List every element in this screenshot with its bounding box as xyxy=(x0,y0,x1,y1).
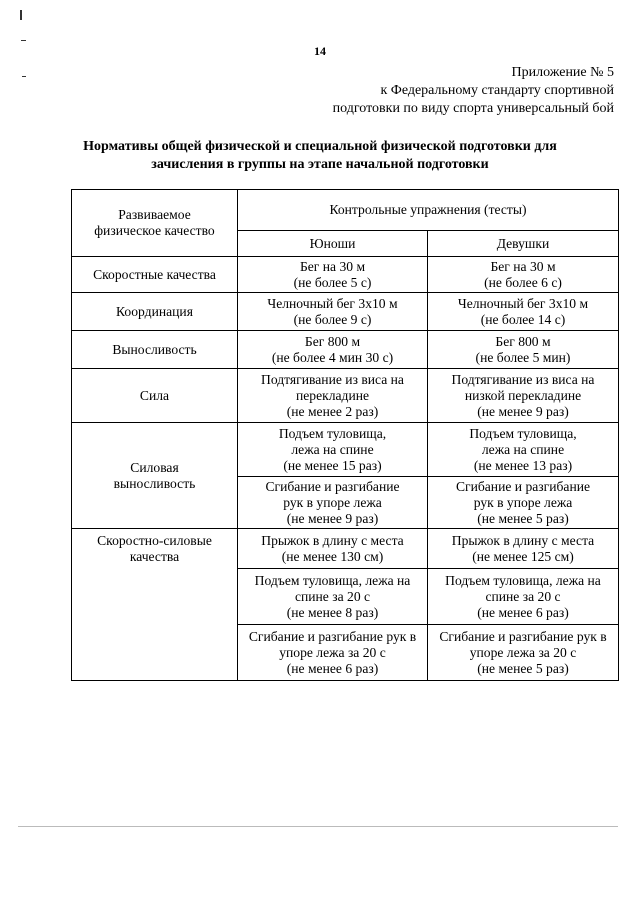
cell-line: (не более 6 с) xyxy=(484,274,562,290)
girls-test-cell xyxy=(428,257,619,293)
cell-line: Сила xyxy=(139,387,170,403)
scan-mark xyxy=(22,76,26,77)
scan-mark xyxy=(21,40,26,41)
cell-line: спине за 20 с xyxy=(294,588,371,604)
appendix-line: подготовки по виду спорта универсальный бой xyxy=(332,101,614,116)
cell-line: Координация xyxy=(116,303,193,319)
boys-test-cell xyxy=(238,293,428,331)
boys-test-cell xyxy=(238,477,428,529)
cell-line: (не менее 2 раз) xyxy=(286,403,379,419)
cell-line: Выносливость xyxy=(112,341,197,357)
title-line: Нормативы общей физической и специальной физической подготовки для xyxy=(83,139,557,154)
boys-test-cell xyxy=(238,331,428,369)
cell-line: (не более 4 мин 30 с) xyxy=(271,349,394,365)
cell-line: (не менее 5 раз) xyxy=(477,660,569,676)
document-title xyxy=(40,138,600,174)
boys-test-cell xyxy=(238,625,428,681)
cell-line: (не менее 13 раз) xyxy=(473,457,573,473)
quality-cell xyxy=(72,423,238,529)
cell-line: (не менее 9 раз) xyxy=(477,403,569,419)
table-row xyxy=(72,369,619,423)
cell-line: (не более 14 с) xyxy=(480,311,566,327)
cell-line: спине за 20 с xyxy=(485,588,561,604)
cell-line: (не менее 125 см) xyxy=(472,548,574,564)
cell-line: Скоростно-силовые xyxy=(97,533,212,548)
title-line: зачисления в группы на этапе начальной подготовки xyxy=(151,157,489,172)
norms-table xyxy=(71,189,619,681)
page-number: 14 xyxy=(314,44,326,58)
cell-line: Челночный бег 3х10 м xyxy=(457,295,589,311)
cell-line: Подтягивание из виса на xyxy=(261,371,404,387)
cell-line: упоре лежа за 20 с xyxy=(469,644,577,660)
cell-line: (не менее 8 раз) xyxy=(286,604,379,620)
cell-line: (не менее 9 раз) xyxy=(286,510,379,526)
table-body xyxy=(72,257,619,681)
girls-test-cell xyxy=(428,569,619,625)
table-row xyxy=(72,529,619,569)
cell-line: (не более 9 с) xyxy=(293,311,372,327)
cell-line: (не менее 5 раз) xyxy=(477,510,569,526)
cell-line: Бег на 30 м xyxy=(490,258,556,274)
girls-test-cell xyxy=(428,529,619,569)
header-tests: Контрольные упражнения (тесты) xyxy=(238,190,619,231)
bottom-rule xyxy=(18,826,618,827)
cell-line: (не менее 6 раз) xyxy=(477,604,569,620)
cell-line: (не менее 15 раз) xyxy=(283,457,382,473)
cell-line: Сгибание и разгибание рук в xyxy=(248,628,417,644)
cell-line: упоре лежа за 20 с xyxy=(279,644,386,660)
cell-line: Подъем туловища, xyxy=(469,425,577,441)
girls-test-cell xyxy=(428,369,619,423)
quality-cell xyxy=(72,257,238,293)
cell-line: качества xyxy=(129,549,180,564)
cell-line: Подъем туловища, лежа на xyxy=(254,572,411,588)
cell-line: Сгибание и разгибание рук в xyxy=(439,628,607,644)
quality-cell xyxy=(72,293,238,331)
table-row xyxy=(72,293,619,331)
cell-line: Челночный бег 3х10 м xyxy=(267,295,398,311)
quality-cell xyxy=(72,369,238,423)
girls-test-cell xyxy=(428,477,619,529)
cell-line: лежа на спине xyxy=(291,441,374,457)
cell-line: Подъем туловища, лежа на xyxy=(445,572,601,588)
cell-line: (не более 5 мин) xyxy=(475,349,571,365)
cell-line: Силовая xyxy=(130,459,179,475)
boys-test-cell xyxy=(238,423,428,477)
cell-line: Сгибание и разгибание xyxy=(265,478,400,494)
boys-test-cell xyxy=(238,569,428,625)
quality-cell xyxy=(72,529,238,681)
table-row xyxy=(72,257,619,293)
girls-test-cell xyxy=(428,625,619,681)
girls-test-cell xyxy=(428,423,619,477)
boys-test-cell xyxy=(238,529,428,569)
cell-line: Подтягивание из виса на xyxy=(451,371,595,387)
appendix-line: к Федеральному стандарту спортивной xyxy=(380,83,614,98)
cell-line: рук в упоре лежа xyxy=(283,494,382,510)
boys-test-cell xyxy=(238,257,428,293)
header-girls: Девушки xyxy=(428,231,619,257)
girls-test-cell xyxy=(428,331,619,369)
cell-line: (не более 5 с) xyxy=(293,274,372,290)
header-boys: Юноши xyxy=(238,231,428,257)
cell-line: рук в упоре лежа xyxy=(473,494,573,510)
girls-test-cell xyxy=(428,293,619,331)
cell-line: лежа на спине xyxy=(481,441,565,457)
appendix-caption xyxy=(274,64,614,118)
cell-line: Прыжок в длину с места xyxy=(261,532,404,548)
scan-mark xyxy=(20,10,22,20)
cell-line: низкой перекладине xyxy=(464,387,582,403)
header-quality: Развиваемое физическое качество xyxy=(72,190,238,257)
cell-line: Бег 800 м xyxy=(495,333,551,349)
table-row xyxy=(72,331,619,369)
cell-line: Сгибание и разгибание xyxy=(455,478,591,494)
cell-line: перекладине xyxy=(295,387,370,403)
cell-line: Бег на 30 м xyxy=(299,258,366,274)
cell-line: (не менее 130 см) xyxy=(281,548,384,564)
table-row xyxy=(72,423,619,477)
cell-line: Скоростные качества xyxy=(93,266,216,282)
cell-line: (не менее 6 раз) xyxy=(286,660,379,676)
quality-cell xyxy=(72,331,238,369)
cell-line: Прыжок в длину с места xyxy=(451,532,595,548)
cell-line: Бег 800 м xyxy=(304,333,361,349)
appendix-line: Приложение № 5 xyxy=(511,65,614,80)
cell-line: выносливость xyxy=(113,475,196,491)
cell-line: Подъем туловища, xyxy=(278,425,387,441)
boys-test-cell xyxy=(238,369,428,423)
